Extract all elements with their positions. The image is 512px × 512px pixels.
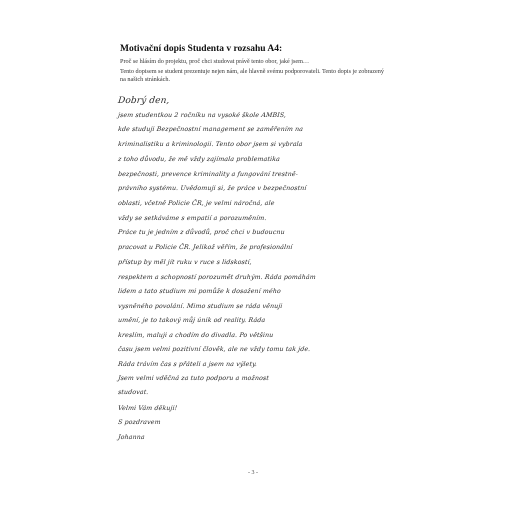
instruction-line: na našich stránkách. [120, 76, 170, 83]
page-number: - 3 - [248, 470, 258, 476]
letter-line: kreslím, maluji a chodím do divadla. Po většinu [117, 332, 274, 339]
letter-line: oblasti, včetně Policie ČR, je velmi náročná, ale [117, 200, 275, 207]
letter-regards: S pozdravem [117, 419, 161, 426]
letter-line: jsem studentkou 2 ročníku na vysoké škole AMBIS, [117, 112, 287, 119]
letter-signature: Johanna [117, 434, 146, 441]
letter-line: kriminalistiku a kriminologii. Tento obor jsem si vybrala [117, 141, 303, 148]
letter-line: bezpečnosti, prevence kriminality a fungování trestně- [117, 171, 299, 178]
letter-line: umění, je to takový můj únik od reality. Ráda [117, 317, 266, 324]
letter-line: vždy se setkáváme s empatií a porozuměním. [117, 215, 267, 222]
letter-line: přístup by měl jít ruku v ruce s lidskostí, [117, 259, 253, 266]
document-title: Motivační dopis Studenta v rozsahu A4: [120, 44, 283, 54]
letter-line: pracovat u Policie ČR. Jelikož věřím, že profesionální [117, 244, 293, 251]
letter-line: času jsem velmi pozitivní člověk, ale ne vždy tomu tak jde. [117, 346, 311, 353]
letter-line: lidem a tato studium mi pomůže k dosažení mého [117, 288, 282, 295]
letter-line: Práce tu je jedním z důvodů, proč chci v budoucnu [117, 229, 286, 236]
instruction-line: Tento dopisem se student prezentuje nejen nám, ale hlavně svému podporovateli. Tento dopis je zobrazený [120, 68, 384, 75]
letter-line: respektem a schopností porozumět druhým. Ráda pomáhám [117, 274, 317, 281]
letter-line: kde studuji Bezpečnostní management se zaměřením na [117, 126, 304, 133]
letter-line: Ráda trávím čas s přáteli a jsem na výlety. [117, 361, 258, 368]
letter-line: studovat. [117, 389, 149, 396]
letter-closing: Velmi Vám děkuji! [117, 405, 178, 412]
letter-line: z toho důvodu, že mě vždy zajímala problematika [117, 156, 281, 163]
letter-greeting: Dobrý den, [117, 96, 170, 106]
instruction-line: Proč se hlásím do projektu, proč chci studovat právě tento obor, jaké jsem… [120, 58, 310, 65]
letter-line: právního systému. Uvědomuji si, že práce v bezpečnostní [117, 185, 307, 192]
letter-line: vysněného povolání. Mimo studium se ráda věnuji [117, 303, 283, 310]
letter-line: Jsem velmi vděčná za tuto podporu a možnost [117, 375, 270, 382]
